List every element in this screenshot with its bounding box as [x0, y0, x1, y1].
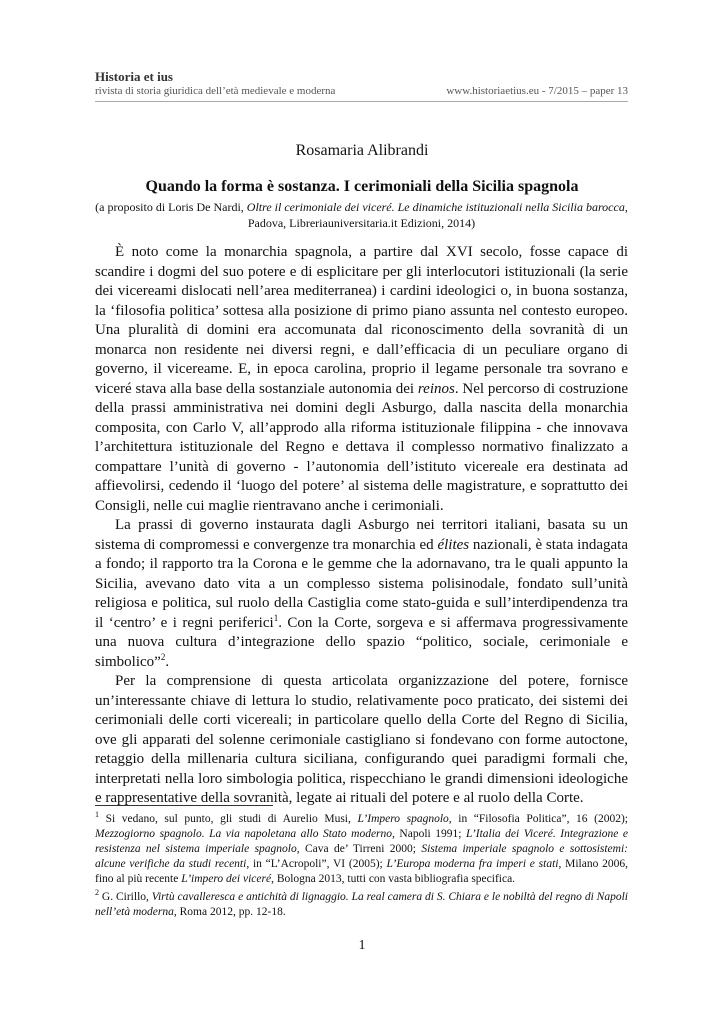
journal-issue-info: www.historiaetius.eu - 7/2015 – paper 13: [446, 85, 628, 97]
author-name: Rosamaria Alibrandi: [295, 142, 429, 159]
page-number: 1: [358, 938, 366, 953]
journal-subtitle: rivista di storia giuridica dell’età medievale e moderna: [95, 85, 336, 97]
footnotes: [95, 812, 628, 923]
article-subtitle: (a proposito di Loris De Nardi, Oltre il cerimoniale dei viceré. Le dinamiche istituzionali nella Sicilia barocca, Padova, Libreriauniversitaria.it Edizioni, 2014): [95, 200, 628, 230]
body-paragraph-3: Per la comprensione di questa articolata organizzazione del potere, fornisce un’interessante chiave di lettura lo studio, relativamente poco praticato, dei sistemi dei cerimoniali delle corti vicereali; in particolare quello della Corte del Regno di Sicilia, ove gli apparati del solenne cerimoniale castigliano si fondevano con forme autoctone, retaggio della millenaria cultura siciliana, configurando quei paradigmi formali che, interpretati nella loro simbologia politica, rispecchiano le grandi dimensioni ideologiche e rappresentative della sovranità, legate ai rituali del potere e al ruolo della Corte.: [95, 673, 628, 806]
header-rule: [95, 101, 628, 102]
article-body: [95, 243, 628, 809]
footnote-separator: [95, 805, 273, 806]
body-paragraph-1: È noto come la monarchia spagnola, a partire dal XVI secolo, fosse capace di scandire i dogmi del suo potere e di esplicitare per gli interlocutori istituzionali (la serie dei vicereami dislocati nell’area mediterranea) i cardini ideologici o, in buona sostanza, la ‘filosofia politica’ sottesa alla posizione di primo piano assunta nel contesto europeo. Una pluralità di domini era accomunata dal riconoscimento della sovranità di un monarca non residente nei diversi regni, e dall’efficacia di un peculiare organo di governo, il vicereame. E, in epoca carolina, proprio il legame personale tra sovrano e viceré stava alla base della sostanziale autonomia dei reinos. Nel percorso di costruzione della prassi amministrativa nei domini degli Asburgo, dalla nascita della monarchia composita, con Carlo V, all’approdo alla riforma istituzionale filippina - che innovava l’architettura istituzionale del Regno e dettava il complesso normativo finalizzato a compattare l’unità di governo - l’autonomia dell’istituto vicereale era destinata ad affievolirsi, cedendo il ‘luogo del potere’ al sistema delle magistrature, e soprattutto dei Consigli, nelle cui maglie rientravano anche i cerimoniali.: [95, 244, 628, 514]
body-paragraph-2: La prassi di governo instaurata dagli Asburgo nei territori italiani, basata su un sistema di compromessi e convergenze tra monarchia ed élites nazionali, è stata indagata a fondo; il rapporto tra la Corona e le gemme che la adornavano, tra le quali appunto la Sicilia, avevano dato vita a un complesso sistema polisinodale, fondato sull’unità religiosa e politica, sul ruolo della Castiglia come stato-guida e sull’interdipendenza tra il ‘centro’ e i regni periferici$^1$. Con la Corte, sorgeva e si affermava progressivamente una nuova cultura d’integrazione dello spazio “politico, sociale, cerimoniale e simbolico”$^2$.: [95, 517, 629, 670]
article-title: Quando la forma è sostanza. I cerimoniali della Sicilia spagnola: [145, 178, 579, 195]
footnote-ref-1[interactable]: 1: [273, 612, 279, 623]
journal-name: Historia et ius: [95, 69, 173, 84]
footnote-ref-2[interactable]: 2: [160, 651, 166, 662]
footnote-1: $^1$ Si vedano, sul punto, gli studi di Aurelio Musi, L’Impero spagnolo, in “Filosofia Politica”, 16 (2002); Mezzogiorno spagnolo. La via napoletana allo Stato moderno, Napoli 1991; L’Italia dei Viceré. Integrazione e resistenza nel sistema imperiale spagnolo, Cava de’ Tirreni 2000; Sistema imperiale spagnolo e sottosistemi: alcune verifiche da studi recenti, in “L’Acropoli”, VI (2005); L’Europa moderna fra imperi e stati, Milano 2006, fino al più recente L’impero dei viceré, Bologna 2013, tutti con vasta bibliografia specifica.: [95, 810, 628, 885]
footnote-2: $^2$ G. Cirillo, Virtù cavalleresca e antichità di lignaggio. La real camera di S. Chiara e le nobiltà del regno di Napoli nell’età moderna, Roma 2012, pp. 12-18.: [95, 888, 628, 918]
